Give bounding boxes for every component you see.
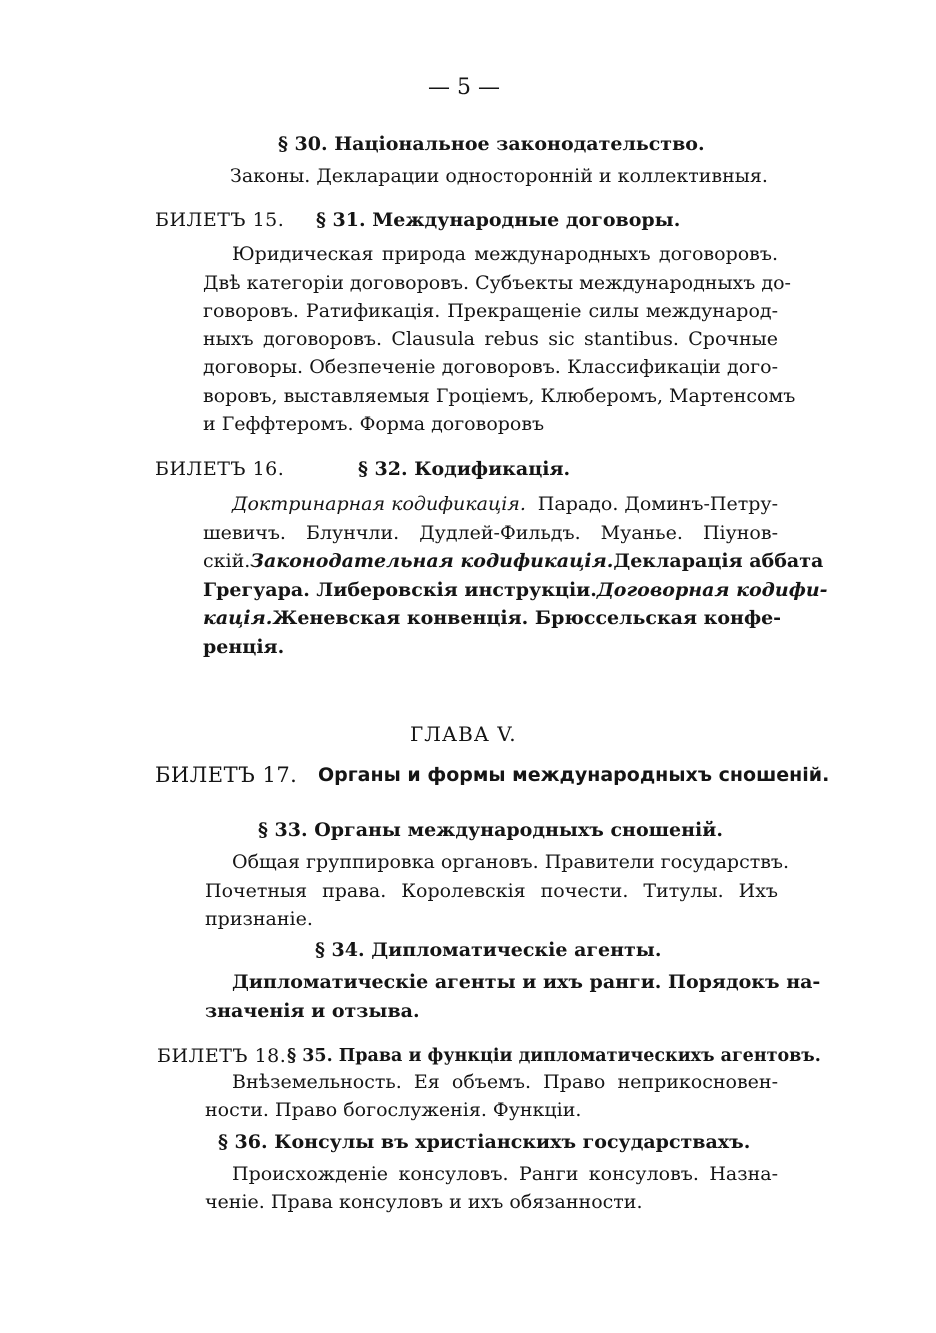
section-30-text-line: Законы. Декларации односторонній и коллективныя.	[230, 165, 768, 187]
section-31-title: § 31. Международные договоры.	[316, 209, 681, 231]
section-35-title: § 35. Права и функціи дипломатическихъ агентовъ.	[287, 1046, 821, 1066]
ticket-15-label: БИЛЕТЪ 15.	[155, 209, 285, 231]
section-31-text-line: Двѣ категоріи договоровъ. Субъекты международныхъ до-	[203, 272, 791, 294]
section-32-text-line	[203, 547, 824, 575]
section-34-title: § 34. Дипломатическіе агенты.	[315, 939, 662, 961]
section-30-title: § 30. Національное законодательство.	[278, 133, 705, 155]
section-32-text-line	[203, 604, 782, 632]
section-32-text-line	[232, 490, 778, 518]
section-36-title: § 36. Консулы въ христіанскихъ государствахъ.	[218, 1131, 751, 1153]
text-run: Грегуара. Либеровскія инструкціи.	[203, 579, 597, 601]
section-32-text-line	[203, 576, 828, 604]
section-35-text-line: ности. Право богослуженія. Функціи.	[205, 1099, 582, 1121]
ticket-18-label: БИЛЕТЪ 18.	[157, 1045, 287, 1067]
section-31-text-line: воровъ, выставляемыя Гроціемъ, Клюберомъ, Мартенсомъ	[203, 385, 796, 407]
italic-term: Договорная кодифи-	[596, 579, 828, 601]
italic-term: Доктринарная кодификація.	[232, 493, 526, 515]
text-run: скій.	[203, 550, 251, 572]
section-33-title: § 33. Органы международныхъ сношеній.	[258, 819, 723, 841]
section-36-text-line: Происхожденіе консуловъ. Ранги консуловъ. Назна-	[232, 1163, 778, 1185]
section-31-text-line: говоровъ. Ратификація. Прекращеніе силы международ-	[203, 300, 778, 322]
section-32-title: § 32. Кодификація.	[358, 458, 571, 480]
section-36-text-line: ченіе. Права консуловъ и ихъ обязанности.	[205, 1191, 643, 1213]
section-31-text-line: договоры. Обезпеченіе договоровъ. Классификаціи дого-	[203, 356, 778, 378]
section-33-text-line: Общая группировка органовъ. Правители государствъ.	[232, 851, 790, 873]
chapter-heading: ГЛАВА V.	[410, 722, 517, 746]
ticket-17-label: БИЛЕТЪ 17.	[155, 763, 298, 787]
section-33-text-line: признаніе.	[205, 908, 313, 930]
text-run: Парадо. Доминъ-Петру-	[537, 493, 778, 515]
italic-term: Законодательная кодификація.	[250, 550, 614, 572]
chapter-subtitle: Органы и формы международныхъ сношеній.	[318, 764, 830, 786]
section-31-text-line: Юридическая природа международныхъ договоровъ.	[232, 243, 778, 265]
section-34-text-line: значенія и отзыва.	[205, 1000, 420, 1022]
section-35-text-line: Внѣземельность. Ея объемъ. Право неприкосновен-	[232, 1071, 778, 1093]
italic-term: кація.	[203, 607, 273, 629]
section-31-text-line: ныхъ договоровъ. Clausula rebus sic stantibus. Срочные	[203, 328, 778, 350]
section-32-text-line: шевичъ. Блунчли. Дудлей-Фильдъ. Муанье. Піунов-	[203, 522, 778, 544]
text-run: Женевская конвенція. Брюссельская конфе-	[272, 607, 782, 629]
page-number: — 5 —	[428, 75, 500, 100]
section-32-text-line: ренція.	[203, 636, 285, 658]
section-33-text-line: Почетныя права. Королевскія почести. Титулы. Ихъ	[205, 880, 778, 902]
section-34-text-line: Дипломатическіе агенты и ихъ ранги. Порядокъ на-	[232, 971, 821, 993]
text-run: Декларація аббата	[613, 550, 824, 572]
section-31-text-line: и Геффтеромъ. Форма договоровъ	[203, 413, 545, 435]
ticket-16-label: БИЛЕТЪ 16.	[155, 458, 285, 480]
